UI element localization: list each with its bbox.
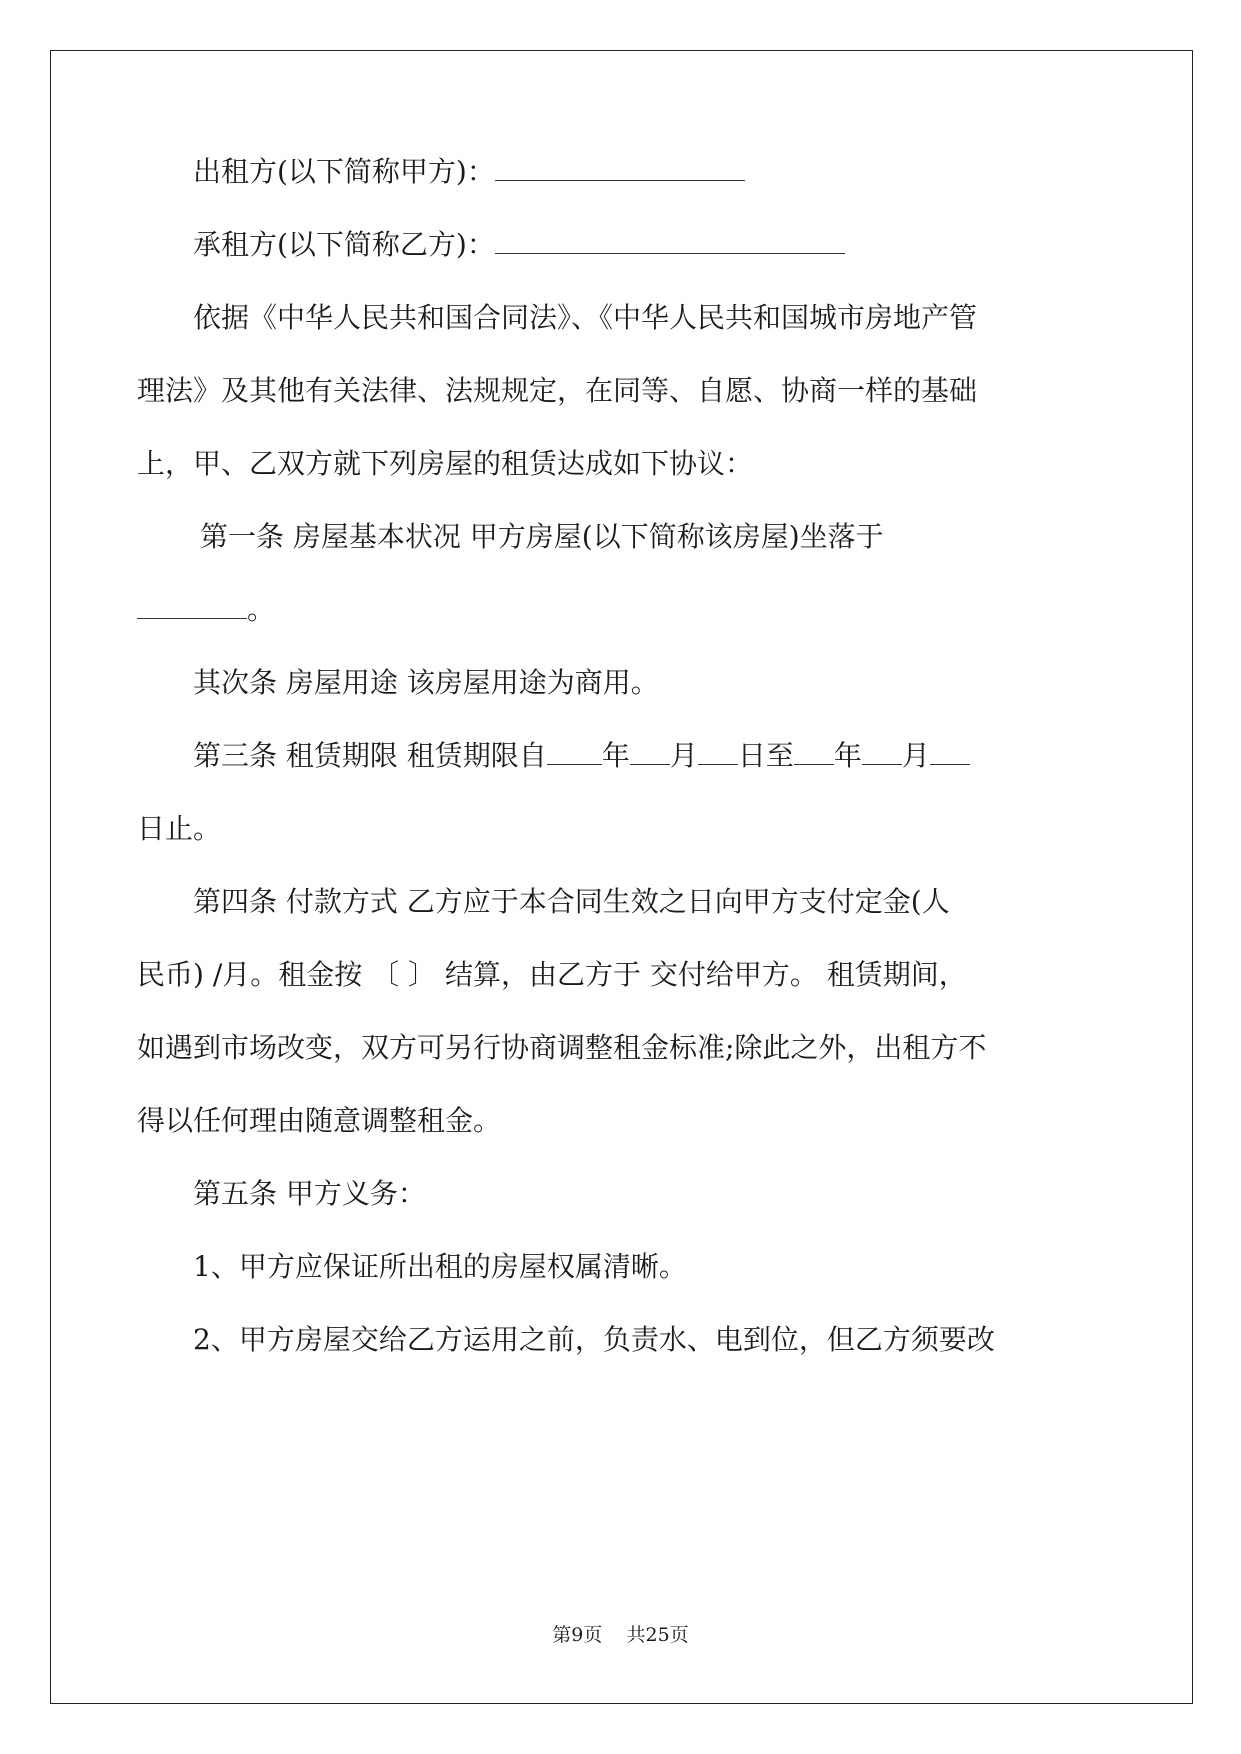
start-day-unit: 日至 (737, 739, 794, 772)
start-year-unit: 年 (601, 739, 630, 772)
page-footer (0, 1620, 1241, 1647)
article-4-line-3: 如遇到市场改变，双方可另行协商调整租金标准;除此之外，出租方不 (137, 1031, 987, 1064)
preamble-line-3: 上，甲、乙双方就下列房屋的租赁达成如下协议： (137, 447, 754, 480)
start-day-blank (698, 738, 738, 765)
article-4-line-1: 第四条 付款方式 乙方应于本合同生效之日向甲方支付定金(人 (193, 885, 950, 918)
lessee-blank (495, 227, 845, 254)
address-period: 。 (247, 593, 276, 626)
article-3-line (193, 736, 970, 776)
page-label-prefix: 第 (552, 1624, 572, 1646)
lessor-blank (495, 154, 745, 181)
article-1-line: 第一条 房屋基本状况 甲方房屋(以下简称该房屋)坐落于 (200, 520, 884, 553)
article-5-line: 第五条 甲方义务： (193, 1177, 426, 1210)
article-5-item-1: 1、甲方应保证所出租的房屋权属清晰。 (193, 1250, 687, 1283)
total-pages: 25 (645, 1624, 670, 1646)
start-month-blank (630, 738, 670, 765)
page-label-suffix: 页 (583, 1624, 603, 1646)
address-blank (137, 592, 247, 619)
lessor-line (193, 152, 745, 192)
article-4-line-2: 民币) /月。租金按 〔 〕 结算，由乙方于 交付给甲方。 租赁期间， (137, 958, 967, 991)
article-1-address-line (137, 590, 275, 630)
preamble-line-2: 理法》及其他有关法律、法规规定，在同等、自愿、协商一样的基础 (137, 374, 978, 407)
end-month-blank (862, 738, 902, 765)
end-year-unit: 年 (833, 739, 862, 772)
lessor-label: 出租方(以下简称甲方)： (193, 155, 495, 188)
start-year-blank (547, 738, 602, 765)
article-5-item-2: 2、甲方房屋交给乙方运用之前，负责水、电到位，但乙方须要改 (193, 1323, 995, 1356)
page-number: 9 (571, 1624, 584, 1646)
term-label: 第三条 租赁期限 租赁期限自 (193, 739, 547, 772)
lessee-line (193, 225, 845, 265)
end-month-unit: 月 (901, 739, 930, 772)
preamble-line-1: 依据《中华人民共和国合同法》、《中华人民共和国城市房地产管 (193, 301, 978, 334)
article-2-line: 其次条 房屋用途 该房屋用途为商用。 (193, 666, 659, 699)
article-3-end-line: 日止。 (137, 812, 222, 845)
start-month-unit: 月 (669, 739, 698, 772)
lessee-label: 承租方(以下简称乙方)： (193, 228, 495, 261)
end-year-blank (794, 738, 834, 765)
total-label-suffix: 页 (669, 1624, 689, 1646)
article-4-line-4: 得以任何理由随意调整租金。 (137, 1104, 502, 1137)
end-day-blank (930, 738, 970, 765)
total-label-prefix: 共 (626, 1624, 646, 1646)
